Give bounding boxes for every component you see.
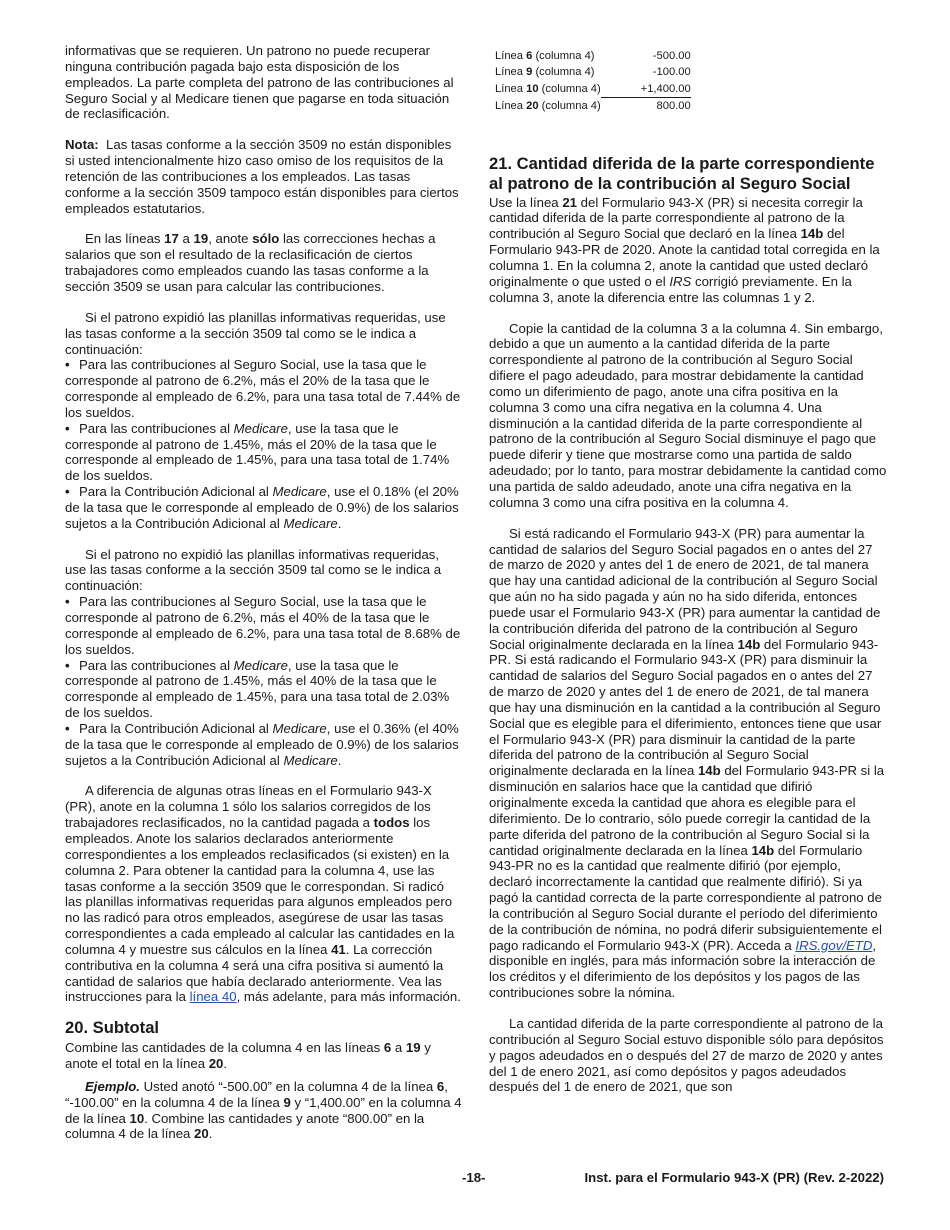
page-number: -18- <box>462 1170 486 1185</box>
paragraph: La cantidad diferida de la parte correspondiente al patrono de la contribución al Seguro Social estuvo disponible sólo para depósitos y pagos adeudados en o después del 27 de marzo de 2020 y antes del 1 de enero 2021, así como depósitos y pagos adeudados después del 1 de enero de 2021, que son <box>489 1015 884 1095</box>
bullet-item: • Para las contribuciones al Medicare, use la tasa que le corresponde al patrono de 1.45%, más el 40% de la tasa que le corresponde al empleado de 1.45%, para una tasa total de 2.03% de los sueldos. <box>65 658 463 721</box>
section-heading-20: 20. Subtotal <box>65 1018 160 1038</box>
bullet-item: • Para la Contribución Adicional al Medicare, use el 0.36% (el 40% de la tasa que le corresponde al empleado de 0.9%) de los salarios sujetos a la Contribución Adicional al Medicare. <box>65 721 463 769</box>
table-row: Línea 10 (columna 4) +1,400.00 <box>495 81 691 98</box>
paragraph: Use la línea 21 del Formulario 943-X (PR) si necesita corregir la cantidad diferida de la parte correspondiente al patrono de la contribución al Seguro Social que declaró en la línea 14b del Formulario 943-PR de 2020. Anote la cantidad total corregida en la columna 1. En la columna 2, anote la cantidad que usted declaró originalmente o que usted o el IRS corrigió previamente. En la columna 3, anote la diferencia entre las columnas 1 y 2. <box>489 194 880 305</box>
table-row: Línea 20 (columna 4) 800.00 <box>495 99 691 113</box>
paragraph: informativas que se requieren. Un patrono no puede recuperar ninguna contribución pagada bajo esta disposición de los empleados. La parte completa del patrono de las contribuciones al Seguro Social y al Medicare tienen que pagarse en toda situación de reclasificación. <box>65 43 454 122</box>
irs-etd-link[interactable]: IRS.gov/ETD <box>795 937 873 953</box>
paragraph: Si el patrono expidió las planillas informativas requeridas, use las tasas conforme a la sección 3509 tal como se le indica a continuación: <box>65 309 446 357</box>
document-title: Inst. para el Formulario 943-X (PR) (Rev. 2-2022) <box>584 1170 884 1185</box>
paragraph: Copie la cantidad de la columna 3 a la columna 4. Sin embargo, debido a que un aumento a la cantidad diferida de la parte correspondiente al patrono de la contribución al Seguro Social difiere el pago adeudado, para mostrar debidamente la cantidad como un diferimiento de pago, anote una cifra positiva en la columna 3 como una cifra negativa en la columna 4. Una disminución a la cantidad diferida de la parte correspondiente al patrono de la contribución al Seguro Social disminuye el pago que puede diferir y tiene que mostrarse como una partida de saldo adeudado; por lo tanto, para mostrar debidamente la cantidad como una partida de saldo adeudado, anote una cifra negativa en la columna 3 como una cifra positiva en la columna 4. <box>489 320 887 510</box>
section-heading-21: 21. Cantidad diferida de la parte correspondiente al patrono de la contribución al Seguro Social <box>489 153 875 193</box>
paragraph: A diferencia de algunas otras líneas en el Formulario 943-X (PR), anote en la columna 1 sólo los salarios corregidos de los trabajadores reclasificados, no la cantidad pagada a todos los empleados. Anote los salarios declarados anteriormente correspondientes a los empleados reclasificados (si existen) en la columna 2. Para obtener la cantidad para la columna 4, use las tasas conforme a la sección 3509 que le correspondan. Si radicó las planillas informativas requeridas para algunos empleados pero no las radicó para otros empleados, asegúrese de usar las tasas correspondientes a cada empleado al calcular las cantidades en la columna 4 y muestre sus cálculos en la línea 41. La corrección contributiva en la columna 4 será una cifra positiva si aumentó la cantidad de salarios que había declarado anteriormente. Vea las instrucciones para la línea 40, más adelante, para más información. <box>65 783 461 1005</box>
bullet-item: • Para las contribuciones al Seguro Social, use la tasa que le corresponde al patrono de 6.2%, más el 20% de la tasa que le corresponde al empleado de 6.2%, para una tasa total de 7.44% de los sueldos. <box>65 357 463 420</box>
paragraph: Si está radicando el Formulario 943-X (PR) para aumentar la cantidad de salarios del Seguro Social pagados en o antes del 27 de marzo de 2020 y antes del 1 de enero de 2021, de tal manera que hay una cantidad adicional de la contribución al Seguro Social que aún no ha sido pagada y aún no ha sido diferida, entonces puede usar el Formulario 943-X (PR) para aumentar la cantidad de la contribución diferida del patrono de la contribución al Seguro Social originalmente declarada en la línea 14b del Formulario 943-PR. Si está radicando el Formulario 943-X (PR) para disminuir la cantidad de salarios del Seguro Social pagados en o antes del 27 de marzo de 2020 y antes del 1 de enero de 2021, de tal manera que hay una disminución en la cantidad a la contribución al Seguro Social que es elegible para el diferimiento, entonces tiene que usar el Formulario 943-X (PR) para disminuir la cantidad de la parte diferida del patrono de la contribución al Seguro Social originalmente declarada en la línea 14b del Formulario 943-PR si la disminución en salarios hace que la cantidad que difirió originalmente exceda la cantidad que ahora es elegible para el diferimiento. De lo contrario, sólo puede corregir la cantidad de la parte diferida del patrono de la contribución al Seguro Social si la cantidad originalmente declarada en la línea 14b del Formulario 943-PR no es la cantidad que realmente difirió (por ejemplo, declaró incorrectamente la cantidad que realmente difirió). Si ya pagó la cantidad correcta de la parte correspondiente al patrono de la contribución al Seguro Social durante el período del diferimiento de la contribución de nómina, no podrá diferir subsiguientemente el pago radicando el Formulario 943-X (PR). Acceda a IRS.gov/ETD, disponible en inglés, para más información sobre la interacción de los créditos y el diferimiento de los depósitos y los pagos de las contribuciones sobre la nómina. <box>489 525 885 1001</box>
example-paragraph: Ejemplo. Usted anotó “-500.00” en la columna 4 de la línea 6, “-100.00” en la columna 4 de la línea 9 y “1,400.00” en la columna 4 de la línea 10. Combine las cantidades y anote “800.00” en la columna 4 de la línea 20. <box>65 1078 462 1142</box>
right-column <box>489 43 887 1095</box>
table-row: Línea 6 (columna 4) -500.00 <box>495 50 691 62</box>
page-footer <box>0 1170 950 1186</box>
bullet-item: • Para las contribuciones al Medicare, use la tasa que le corresponde al patrono de 1.45%, más el 20% de la tasa que le corresponde al empleado de 1.45%, para una tasa total de 1.74% de los sueldos. <box>65 421 463 484</box>
paragraph: Si el patrono no expidió las planillas informativas requeridas, use las tasas conforme a la sección 3509 tal como se le indica a continuación: <box>65 546 442 594</box>
table-row: Línea 9 (columna 4) -100.00 <box>495 66 691 79</box>
line-40-link[interactable]: línea 40 <box>189 989 237 1005</box>
calculation-table <box>495 48 691 115</box>
bullet-item: • Para las contribuciones al Seguro Social, use la tasa que le corresponde al patrono de 6.2%, más el 40% de la tasa que le corresponde al empleado de 6.2%, para una tasa total de 8.68% de los sueldos. <box>65 594 463 657</box>
paragraph: En las líneas 17 a 19, anote sólo las correcciones hechas a salarios que son el resultado de la reclasificación de ciertos trabajadores como empleados cuando las tasas conforme a la sección 3509 se usan para calcular las contribuciones. <box>65 231 436 294</box>
paragraph: Combine las cantidades de la columna 4 en las líneas 6 a 19 y anote el total en la línea 20. <box>65 1040 431 1072</box>
left-column <box>65 43 463 1142</box>
bullet-item: • Para la Contribución Adicional al Medicare, use el 0.18% (el 20% de la tasa que le corresponde al empleado de 0.9%) de los salarios sujetos a la Contribución Adicional al Medicare. <box>65 484 463 532</box>
note-paragraph: Nota: Las tasas conforme a la sección 3509 no están disponibles si usted intencionalmente hizo caso omiso de los requisitos de la retención de las contribuciones a los empleados. Las tasas conforme a la sección 3509 tampoco están disponibles para ciertos empleados estatutarios. <box>65 137 459 216</box>
